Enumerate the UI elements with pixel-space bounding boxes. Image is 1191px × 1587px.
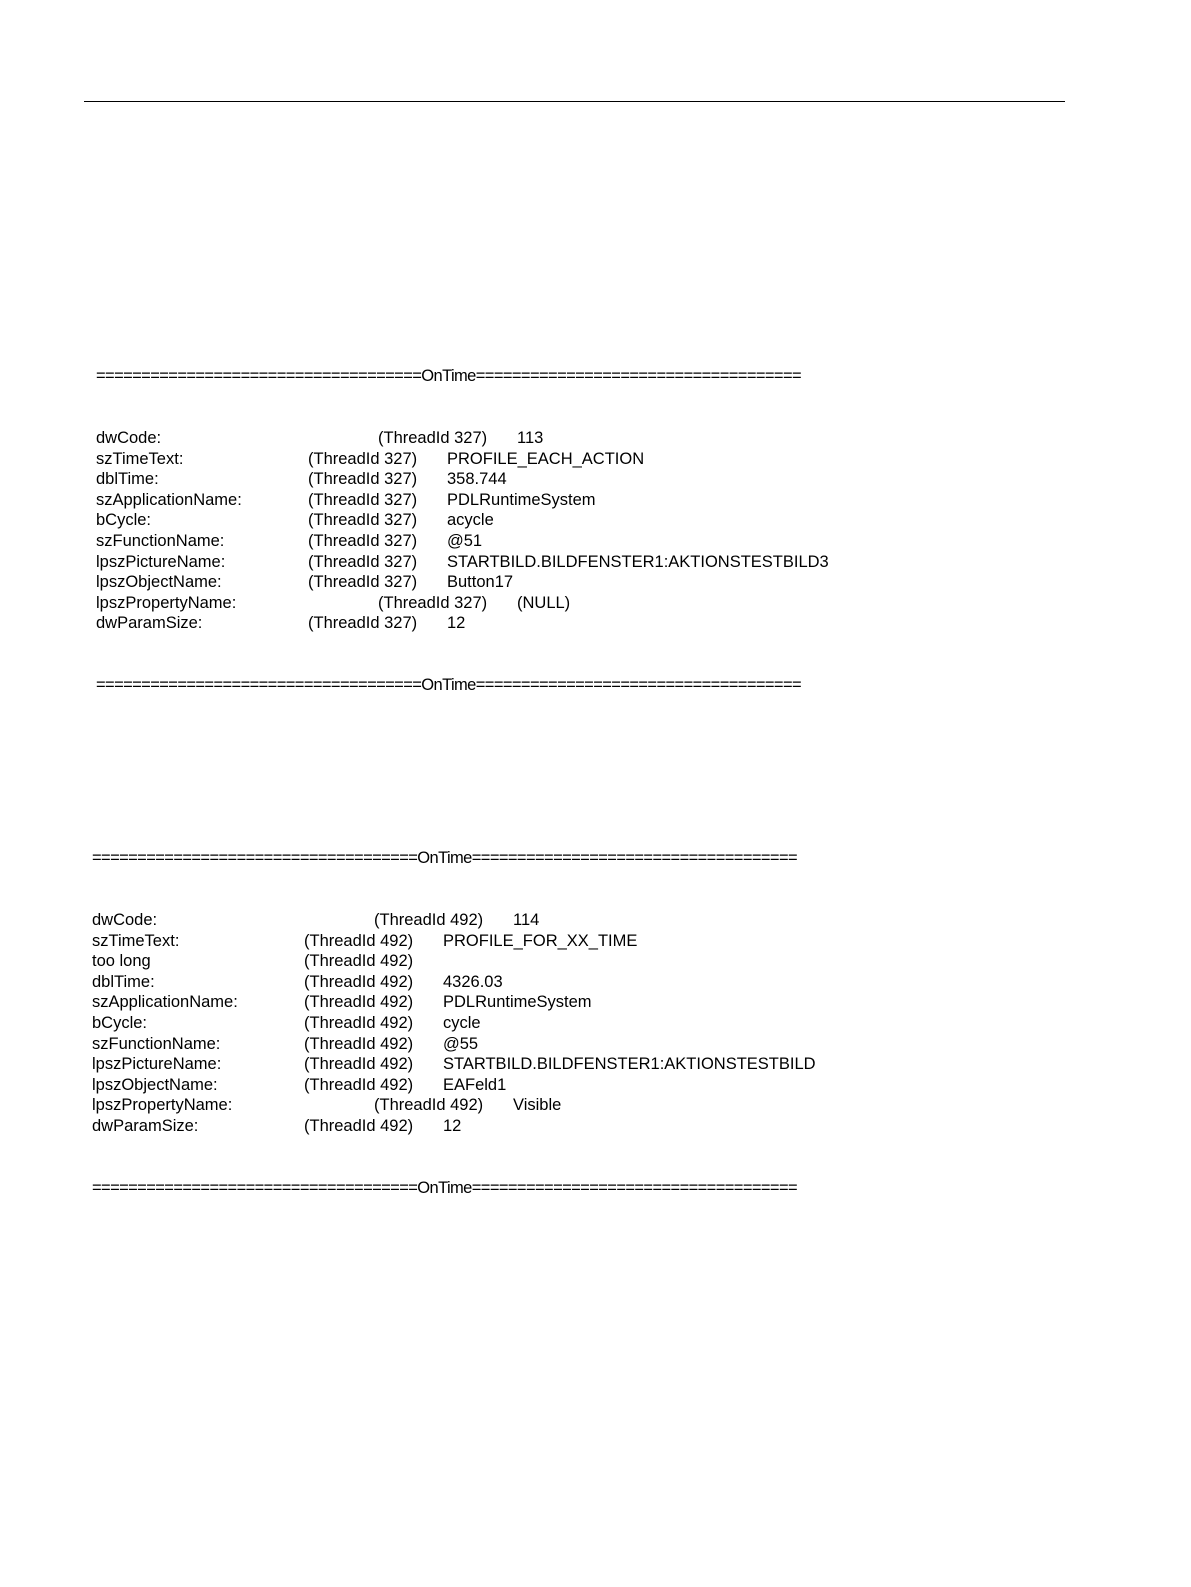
- thread-id: (ThreadId 492): [304, 931, 414, 950]
- field-name: szTimeText:: [92, 931, 180, 950]
- thread-id: (ThreadId 327): [308, 531, 418, 550]
- field-name: lpszObjectName:: [92, 1075, 218, 1094]
- thread-id: (ThreadId 327): [378, 593, 488, 612]
- log-row: [92, 910, 952, 931]
- field-value: 113: [517, 428, 544, 447]
- thread-id: (ThreadId 327): [308, 614, 418, 633]
- field-value: @51: [447, 531, 483, 550]
- thread-id: (ThreadId 492): [304, 1055, 414, 1074]
- separator-bottom: ====================================OnTime====================================: [92, 1178, 798, 1197]
- log-row: [92, 951, 952, 972]
- field-name: dwParamSize:: [96, 614, 203, 633]
- thread-id: (ThreadId 327): [378, 428, 488, 447]
- thread-id: (ThreadId 327): [308, 573, 418, 592]
- field-value: 12: [447, 614, 466, 633]
- log-row: [96, 613, 956, 634]
- thread-id: (ThreadId 492): [374, 1096, 484, 1115]
- field-value: PDLRuntimeSystem: [443, 993, 592, 1012]
- field-name: szApplicationName:: [92, 993, 238, 1012]
- field-value: STARTBILD.BILDFENSTER1:AKTIONSTESTBILD3: [447, 552, 829, 571]
- log-row: [92, 1034, 952, 1055]
- field-value: Visible: [513, 1096, 562, 1115]
- log-row: [92, 1095, 952, 1116]
- ontime-log-block: [92, 807, 952, 1219]
- log-row: [96, 428, 956, 449]
- thread-id: (ThreadId 492): [304, 1034, 414, 1053]
- field-name: lpszObjectName:: [96, 573, 222, 592]
- field-name: szTimeText:: [96, 449, 184, 468]
- field-name: dwCode:: [92, 910, 158, 929]
- log-row: [92, 1075, 952, 1096]
- field-value: (NULL): [517, 593, 571, 612]
- log-row: [96, 469, 956, 490]
- thread-id: (ThreadId 327): [308, 552, 418, 571]
- log-row: [96, 490, 956, 511]
- field-name: szFunctionName:: [92, 1034, 221, 1053]
- thread-id: (ThreadId 492): [304, 1116, 414, 1135]
- field-value: PDLRuntimeSystem: [447, 490, 596, 509]
- log-rows: [96, 428, 956, 634]
- separator-top: ====================================OnTime====================================: [96, 367, 802, 386]
- field-value: acycle: [447, 511, 494, 530]
- field-value: 12: [443, 1116, 462, 1135]
- log-row: [96, 531, 956, 552]
- field-name: dwCode:: [96, 428, 162, 447]
- ontime-log-block: [96, 325, 956, 716]
- thread-id: (ThreadId 492): [304, 993, 414, 1012]
- field-name: lpszPropertyName:: [96, 593, 237, 612]
- header-rule: [84, 101, 1065, 102]
- field-name: dwParamSize:: [92, 1116, 199, 1135]
- field-name: bCycle:: [92, 1013, 148, 1032]
- field-name: dblTime:: [96, 470, 159, 489]
- log-row: [92, 972, 952, 993]
- thread-id: (ThreadId 492): [304, 1075, 414, 1094]
- field-name: szApplicationName:: [96, 490, 242, 509]
- field-value: PROFILE_FOR_XX_TIME: [443, 931, 638, 950]
- log-row: [92, 1116, 952, 1137]
- field-name: szFunctionName:: [96, 531, 225, 550]
- field-name: lpszPictureName:: [96, 552, 226, 571]
- field-name: bCycle:: [96, 511, 152, 530]
- log-row: [96, 593, 956, 614]
- field-value: EAFeld1: [443, 1075, 507, 1094]
- log-row: [92, 1013, 952, 1034]
- field-value: 4326.03: [443, 972, 503, 991]
- log-row: [96, 510, 956, 531]
- thread-id: (ThreadId 327): [308, 490, 418, 509]
- field-name: too long: [92, 952, 151, 971]
- thread-id: (ThreadId 327): [308, 470, 418, 489]
- separator-bottom: ====================================OnTime====================================: [96, 676, 802, 695]
- separator-top: ====================================OnTime====================================: [92, 849, 798, 868]
- thread-id: (ThreadId 492): [304, 972, 414, 991]
- thread-id: (ThreadId 492): [374, 910, 484, 929]
- thread-id: (ThreadId 327): [308, 511, 418, 530]
- log-row: [92, 992, 952, 1013]
- log-row: [96, 572, 956, 593]
- log-row: [92, 931, 952, 952]
- thread-id: (ThreadId 492): [304, 952, 414, 971]
- field-value: 358.744: [447, 470, 507, 489]
- field-value: @55: [443, 1034, 479, 1053]
- log-rows: [92, 910, 952, 1137]
- field-value: STARTBILD.BILDFENSTER1:AKTIONSTESTBILD: [443, 1055, 816, 1074]
- field-name: dblTime:: [92, 972, 155, 991]
- field-value: Button17: [447, 573, 514, 592]
- field-name: lpszPictureName:: [92, 1055, 222, 1074]
- log-row: [96, 449, 956, 470]
- field-value: cycle: [443, 1013, 481, 1032]
- thread-id: (ThreadId 492): [304, 1013, 414, 1032]
- log-row: [92, 1054, 952, 1075]
- field-value: PROFILE_EACH_ACTION: [447, 449, 645, 468]
- log-row: [96, 552, 956, 573]
- thread-id: (ThreadId 327): [308, 449, 418, 468]
- field-name: lpszPropertyName:: [92, 1096, 233, 1115]
- field-value: 114: [513, 910, 540, 929]
